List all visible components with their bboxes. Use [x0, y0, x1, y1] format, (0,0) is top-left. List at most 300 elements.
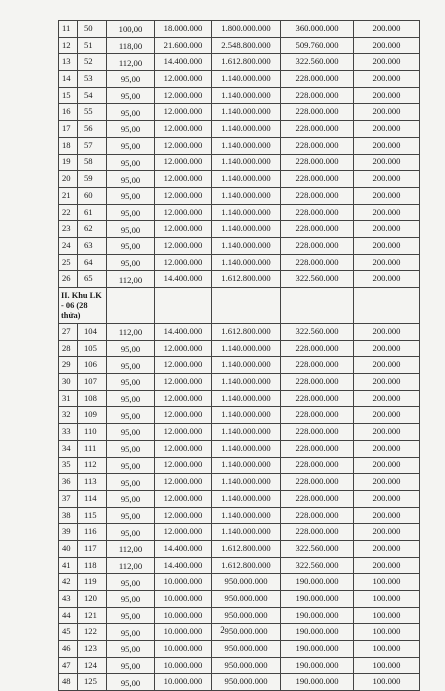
total-price-cell: 1.140.000.000: [212, 71, 281, 88]
table-row: [59, 607, 420, 624]
row-index-cell: 12: [59, 37, 78, 54]
unit-price-cell: 12.000.000: [155, 171, 212, 188]
fee-cell: 200.000: [354, 154, 420, 171]
row-index-cell: 18: [59, 137, 78, 154]
area-cell: 95,00: [107, 457, 155, 474]
table-row: [59, 37, 420, 54]
deposit-cell: 228.000.000: [281, 71, 354, 88]
row-index-cell: 17: [59, 121, 78, 138]
unit-price-cell: 12.000.000: [155, 340, 212, 357]
lot-number-cell: 116: [78, 524, 107, 541]
fee-cell: 100.000: [354, 574, 420, 591]
lot-number-cell: 65: [78, 271, 107, 288]
fee-cell: 200.000: [354, 171, 420, 188]
lot-number-cell: 121: [78, 607, 107, 624]
fee-cell: 100.000: [354, 591, 420, 608]
row-index-cell: 37: [59, 490, 78, 507]
total-price-cell: 1.612.800.000: [212, 54, 281, 71]
fee-cell: 100.000: [354, 641, 420, 658]
fee-cell: 200.000: [354, 237, 420, 254]
deposit-cell: 228.000.000: [281, 374, 354, 391]
table-row: [59, 490, 420, 507]
area-cell: 112,00: [107, 324, 155, 341]
document-sheet: [58, 20, 419, 691]
deposit-cell: 322.560.000: [281, 54, 354, 71]
table-row: [59, 154, 420, 171]
deposit-cell: 190.000.000: [281, 607, 354, 624]
unit-price-cell: 12.000.000: [155, 237, 212, 254]
area-cell: 95,00: [107, 641, 155, 658]
row-index-cell: 23: [59, 221, 78, 238]
unit-price-cell: 12.000.000: [155, 204, 212, 221]
deposit-cell: 228.000.000: [281, 137, 354, 154]
lot-number-cell: 112: [78, 457, 107, 474]
area-cell: 95,00: [107, 624, 155, 641]
total-price-cell: 950.000.000: [212, 574, 281, 591]
lot-number-cell: 50: [78, 21, 107, 38]
deposit-cell: 190.000.000: [281, 624, 354, 641]
total-price-cell: 2.548.800.000: [212, 37, 281, 54]
unit-price-cell: 12.000.000: [155, 440, 212, 457]
total-price-cell: 1.140.000.000: [212, 424, 281, 441]
total-price-cell: 1.140.000.000: [212, 340, 281, 357]
deposit-cell: 228.000.000: [281, 440, 354, 457]
row-index-cell: 20: [59, 171, 78, 188]
table-row: [59, 540, 420, 557]
fee-cell: 200.000: [354, 490, 420, 507]
row-index-cell: 36: [59, 474, 78, 491]
group-empty-cell: [212, 288, 281, 324]
row-index-cell: 31: [59, 390, 78, 407]
row-index-cell: 16: [59, 104, 78, 121]
area-cell: 118,00: [107, 37, 155, 54]
total-price-cell: 950.000.000: [212, 624, 281, 641]
area-cell: 95,00: [107, 524, 155, 541]
lot-number-cell: 60: [78, 187, 107, 204]
row-index-cell: 26: [59, 271, 78, 288]
unit-price-cell: 12.000.000: [155, 474, 212, 491]
unit-price-cell: 12.000.000: [155, 187, 212, 204]
fee-cell: 200.000: [354, 374, 420, 391]
fee-cell: 200.000: [354, 340, 420, 357]
fee-cell: 200.000: [354, 440, 420, 457]
fee-cell: 200.000: [354, 254, 420, 271]
deposit-cell: 228.000.000: [281, 457, 354, 474]
area-cell: 112,00: [107, 540, 155, 557]
deposit-cell: 228.000.000: [281, 254, 354, 271]
table-row: [59, 524, 420, 541]
lot-number-cell: 104: [78, 324, 107, 341]
table-row: [59, 171, 420, 188]
area-cell: 112,00: [107, 54, 155, 71]
deposit-cell: 228.000.000: [281, 340, 354, 357]
deposit-cell: 228.000.000: [281, 187, 354, 204]
row-index-cell: 46: [59, 641, 78, 658]
table-row: [59, 54, 420, 71]
total-price-cell: 1.612.800.000: [212, 324, 281, 341]
lot-number-cell: 113: [78, 474, 107, 491]
total-price-cell: 1.140.000.000: [212, 507, 281, 524]
deposit-cell: 228.000.000: [281, 121, 354, 138]
lot-number-cell: 57: [78, 137, 107, 154]
deposit-cell: 228.000.000: [281, 390, 354, 407]
deposit-cell: 228.000.000: [281, 171, 354, 188]
group-header-row: [59, 288, 420, 324]
unit-price-cell: 14.400.000: [155, 54, 212, 71]
table-body-b: [59, 324, 420, 691]
area-cell: 95,00: [107, 490, 155, 507]
total-price-cell: 1.140.000.000: [212, 374, 281, 391]
row-index-cell: 43: [59, 591, 78, 608]
deposit-cell: 228.000.000: [281, 87, 354, 104]
lot-number-cell: 115: [78, 507, 107, 524]
lot-number-cell: 53: [78, 71, 107, 88]
group-empty-cell: [155, 288, 212, 324]
unit-price-cell: 12.000.000: [155, 357, 212, 374]
unit-price-cell: 12.000.000: [155, 524, 212, 541]
table-row: [59, 21, 420, 38]
row-index-cell: 40: [59, 540, 78, 557]
area-cell: 95,00: [107, 187, 155, 204]
unit-price-cell: 10.000.000: [155, 574, 212, 591]
deposit-cell: 322.560.000: [281, 324, 354, 341]
row-index-cell: 21: [59, 187, 78, 204]
table-row: [59, 237, 420, 254]
fee-cell: 200.000: [354, 324, 420, 341]
total-price-cell: 1.140.000.000: [212, 154, 281, 171]
unit-price-cell: 12.000.000: [155, 407, 212, 424]
total-price-cell: 1.140.000.000: [212, 104, 281, 121]
lot-number-cell: 111: [78, 440, 107, 457]
deposit-cell: 190.000.000: [281, 591, 354, 608]
fee-cell: 200.000: [354, 71, 420, 88]
fee-cell: 200.000: [354, 221, 420, 238]
area-cell: 95,00: [107, 440, 155, 457]
group-empty-cell: [107, 288, 155, 324]
area-cell: 95,00: [107, 104, 155, 121]
area-cell: 95,00: [107, 87, 155, 104]
row-index-cell: 19: [59, 154, 78, 171]
unit-price-cell: 12.000.000: [155, 490, 212, 507]
area-cell: 95,00: [107, 357, 155, 374]
fee-cell: 200.000: [354, 540, 420, 557]
unit-price-cell: 12.000.000: [155, 71, 212, 88]
fee-cell: 200.000: [354, 104, 420, 121]
row-index-cell: 45: [59, 624, 78, 641]
table-row: [59, 557, 420, 574]
fee-cell: 200.000: [354, 357, 420, 374]
lot-number-cell: 52: [78, 54, 107, 71]
total-price-cell: 1.140.000.000: [212, 524, 281, 541]
unit-price-cell: 12.000.000: [155, 390, 212, 407]
deposit-cell: 190.000.000: [281, 657, 354, 674]
total-price-cell: 950.000.000: [212, 674, 281, 691]
unit-price-cell: 12.000.000: [155, 424, 212, 441]
unit-price-cell: 12.000.000: [155, 104, 212, 121]
table-row: [59, 340, 420, 357]
unit-price-cell: 21.600.000: [155, 37, 212, 54]
table-row: [59, 424, 420, 441]
deposit-cell: 228.000.000: [281, 474, 354, 491]
total-price-cell: 1.140.000.000: [212, 87, 281, 104]
row-index-cell: 30: [59, 374, 78, 391]
deposit-cell: 228.000.000: [281, 490, 354, 507]
table-row: [59, 591, 420, 608]
fee-cell: 200.000: [354, 390, 420, 407]
lot-number-cell: 62: [78, 221, 107, 238]
total-price-cell: 1.140.000.000: [212, 121, 281, 138]
area-cell: 95,00: [107, 237, 155, 254]
table-row: [59, 374, 420, 391]
area-cell: 95,00: [107, 71, 155, 88]
unit-price-cell: 14.400.000: [155, 540, 212, 557]
total-price-cell: 950.000.000: [212, 657, 281, 674]
lot-number-cell: 56: [78, 121, 107, 138]
area-cell: 95,00: [107, 137, 155, 154]
lot-number-cell: 51: [78, 37, 107, 54]
deposit-cell: 228.000.000: [281, 104, 354, 121]
lot-number-cell: 55: [78, 104, 107, 121]
table-row: [59, 221, 420, 238]
unit-price-cell: 12.000.000: [155, 457, 212, 474]
table-row: [59, 574, 420, 591]
fee-cell: 200.000: [354, 187, 420, 204]
group-empty-cell: [354, 288, 420, 324]
lot-number-cell: 124: [78, 657, 107, 674]
unit-price-cell: 12.000.000: [155, 87, 212, 104]
table-row: [59, 254, 420, 271]
row-index-cell: 33: [59, 424, 78, 441]
unit-price-cell: 10.000.000: [155, 674, 212, 691]
lot-number-cell: 125: [78, 674, 107, 691]
lot-number-cell: 105: [78, 340, 107, 357]
table-row: [59, 357, 420, 374]
total-price-cell: 1.612.800.000: [212, 540, 281, 557]
area-cell: 95,00: [107, 591, 155, 608]
area-cell: 95,00: [107, 474, 155, 491]
total-price-cell: 1.140.000.000: [212, 237, 281, 254]
fee-cell: 200.000: [354, 407, 420, 424]
lot-number-cell: 117: [78, 540, 107, 557]
fee-cell: 200.000: [354, 54, 420, 71]
fee-cell: 200.000: [354, 557, 420, 574]
area-cell: 95,00: [107, 154, 155, 171]
fee-cell: 200.000: [354, 474, 420, 491]
table-row: [59, 87, 420, 104]
lot-number-cell: 114: [78, 490, 107, 507]
table-row: [59, 324, 420, 341]
total-price-cell: 1.140.000.000: [212, 440, 281, 457]
row-index-cell: 22: [59, 204, 78, 221]
unit-price-cell: 12.000.000: [155, 154, 212, 171]
deposit-cell: 322.560.000: [281, 540, 354, 557]
lot-number-cell: 122: [78, 624, 107, 641]
deposit-cell: 228.000.000: [281, 507, 354, 524]
table-row: [59, 657, 420, 674]
deposit-cell: 322.560.000: [281, 271, 354, 288]
fee-cell: 100.000: [354, 624, 420, 641]
fee-cell: 200.000: [354, 524, 420, 541]
area-cell: 112,00: [107, 557, 155, 574]
area-cell: 95,00: [107, 121, 155, 138]
deposit-cell: 228.000.000: [281, 424, 354, 441]
unit-price-cell: 12.000.000: [155, 254, 212, 271]
table-row: [59, 474, 420, 491]
table-group-section: [59, 288, 420, 324]
total-price-cell: 1.140.000.000: [212, 407, 281, 424]
lot-number-cell: 63: [78, 237, 107, 254]
deposit-cell: 228.000.000: [281, 237, 354, 254]
total-price-cell: 1.612.800.000: [212, 557, 281, 574]
total-price-cell: 1.800.000.000: [212, 21, 281, 38]
group-label: II. Khu LK - 06 (28 thửa): [59, 288, 107, 324]
area-cell: 112,00: [107, 271, 155, 288]
row-index-cell: 11: [59, 21, 78, 38]
table-row: [59, 104, 420, 121]
total-price-cell: 1.140.000.000: [212, 137, 281, 154]
row-index-cell: 42: [59, 574, 78, 591]
row-index-cell: 47: [59, 657, 78, 674]
area-cell: 95,00: [107, 171, 155, 188]
row-index-cell: 27: [59, 324, 78, 341]
row-index-cell: 24: [59, 237, 78, 254]
fee-cell: 200.000: [354, 21, 420, 38]
row-index-cell: 25: [59, 254, 78, 271]
table-row: [59, 674, 420, 691]
deposit-cell: 228.000.000: [281, 154, 354, 171]
unit-price-cell: 12.000.000: [155, 507, 212, 524]
fee-cell: 100.000: [354, 674, 420, 691]
deposit-cell: 190.000.000: [281, 674, 354, 691]
row-index-cell: 14: [59, 71, 78, 88]
fee-cell: 100.000: [354, 657, 420, 674]
unit-price-cell: 12.000.000: [155, 137, 212, 154]
page-number: 2: [220, 625, 225, 635]
total-price-cell: 1.612.800.000: [212, 271, 281, 288]
area-cell: 95,00: [107, 374, 155, 391]
table-row: [59, 137, 420, 154]
total-price-cell: 950.000.000: [212, 591, 281, 608]
deposit-cell: 360.000.000: [281, 21, 354, 38]
unit-price-cell: 10.000.000: [155, 607, 212, 624]
table-row: [59, 440, 420, 457]
area-cell: 95,00: [107, 607, 155, 624]
deposit-cell: 509.760.000: [281, 37, 354, 54]
fee-cell: 200.000: [354, 424, 420, 441]
lot-number-cell: 123: [78, 641, 107, 658]
row-index-cell: 28: [59, 340, 78, 357]
deposit-cell: 190.000.000: [281, 574, 354, 591]
lot-number-cell: 59: [78, 171, 107, 188]
group-empty-cell: [281, 288, 354, 324]
table-row: [59, 271, 420, 288]
area-cell: 95,00: [107, 340, 155, 357]
fee-cell: 200.000: [354, 87, 420, 104]
fee-cell: 200.000: [354, 121, 420, 138]
total-price-cell: 950.000.000: [212, 641, 281, 658]
total-price-cell: 1.140.000.000: [212, 357, 281, 374]
lot-number-cell: 106: [78, 357, 107, 374]
row-index-cell: 29: [59, 357, 78, 374]
unit-price-cell: 14.400.000: [155, 324, 212, 341]
unit-price-cell: 14.400.000: [155, 557, 212, 574]
unit-price-cell: 10.000.000: [155, 641, 212, 658]
lot-number-cell: 110: [78, 424, 107, 441]
lot-number-cell: 109: [78, 407, 107, 424]
total-price-cell: 1.140.000.000: [212, 457, 281, 474]
row-index-cell: 48: [59, 674, 78, 691]
total-price-cell: 1.140.000.000: [212, 490, 281, 507]
fee-cell: 200.000: [354, 271, 420, 288]
lot-number-cell: 61: [78, 204, 107, 221]
fee-cell: 200.000: [354, 137, 420, 154]
area-cell: 95,00: [107, 657, 155, 674]
area-cell: 95,00: [107, 254, 155, 271]
unit-price-cell: 10.000.000: [155, 591, 212, 608]
row-index-cell: 15: [59, 87, 78, 104]
lot-number-cell: 107: [78, 374, 107, 391]
row-index-cell: 39: [59, 524, 78, 541]
fee-cell: 200.000: [354, 457, 420, 474]
unit-price-cell: 14.400.000: [155, 271, 212, 288]
fee-cell: 200.000: [354, 37, 420, 54]
lot-number-cell: 58: [78, 154, 107, 171]
total-price-cell: 1.140.000.000: [212, 187, 281, 204]
fee-cell: 200.000: [354, 507, 420, 524]
unit-price-cell: 10.000.000: [155, 624, 212, 641]
table-row: [59, 641, 420, 658]
table-row: [59, 390, 420, 407]
area-cell: 95,00: [107, 674, 155, 691]
row-index-cell: 41: [59, 557, 78, 574]
table-row: [59, 507, 420, 524]
area-cell: 95,00: [107, 574, 155, 591]
unit-price-cell: 12.000.000: [155, 221, 212, 238]
unit-price-cell: 12.000.000: [155, 121, 212, 138]
area-cell: 95,00: [107, 221, 155, 238]
total-price-cell: 1.140.000.000: [212, 390, 281, 407]
row-index-cell: 35: [59, 457, 78, 474]
unit-price-cell: 18.000.000: [155, 21, 212, 38]
total-price-cell: 1.140.000.000: [212, 221, 281, 238]
area-cell: 95,00: [107, 390, 155, 407]
table-row: [59, 71, 420, 88]
deposit-cell: 228.000.000: [281, 221, 354, 238]
deposit-cell: 190.000.000: [281, 641, 354, 658]
area-cell: 95,00: [107, 424, 155, 441]
lot-number-cell: 64: [78, 254, 107, 271]
table-row: [59, 457, 420, 474]
row-index-cell: 38: [59, 507, 78, 524]
total-price-cell: 1.140.000.000: [212, 474, 281, 491]
table-row: [59, 407, 420, 424]
unit-price-cell: 10.000.000: [155, 657, 212, 674]
fee-cell: 100.000: [354, 607, 420, 624]
row-index-cell: 44: [59, 607, 78, 624]
total-price-cell: 1.140.000.000: [212, 204, 281, 221]
area-cell: 100,00: [107, 21, 155, 38]
fee-cell: 200.000: [354, 204, 420, 221]
area-cell: 95,00: [107, 407, 155, 424]
land-lot-table: [58, 20, 420, 691]
table-row: [59, 121, 420, 138]
area-cell: 95,00: [107, 507, 155, 524]
lot-number-cell: 119: [78, 574, 107, 591]
deposit-cell: 228.000.000: [281, 407, 354, 424]
row-index-cell: 13: [59, 54, 78, 71]
total-price-cell: 950.000.000: [212, 607, 281, 624]
table-row: [59, 187, 420, 204]
